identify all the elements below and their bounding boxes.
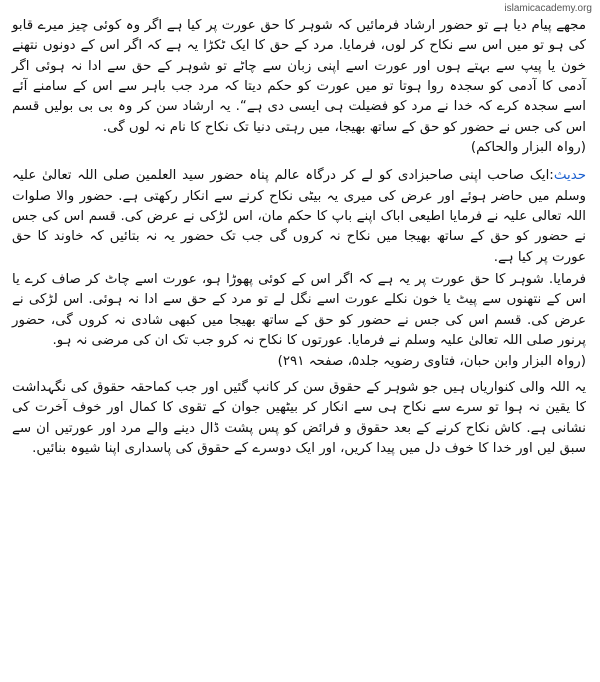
paragraph-1 (12, 16, 586, 158)
paragraph-4-text: یہ اللہ والی کنواریاں ہیں جو شوہر کے حقوق سن کر کانپ گئیں اور جب کماحقہ حقوق کی نگہداشت کا یقین نہ ہوا تو سرے سے نکاح ہی سے انکار کر بیٹھیں جوان کے تقوی کا کمال اور خوف آخرت کی نشانی ہے. کاش نکاح کرنے کے بعد حقوق و فرائض کو پس پشت ڈال دینے والے مرد اور عورتیں ان سے سبق لیں اور خدا کا خوف دل میں پیدا کریں، اور ایک دوسرے کے حقوق کی پاسداری اپنا شیوہ بنائیں. (12, 379, 586, 456)
citation-2: (رواہ البزار وابن حبان، فتاوی رضویہ جلد۵، صفحہ ۲۹۱) (277, 353, 586, 369)
paragraph-2-text: :ایک صاحب اپنی صاحبزادی کو لے کر درگاہ عالم پناہ حضور سید العلمین صلی اللہ تعالیٰ علیہ وسلم میں حاضر ہوئے اور عرض کی میری یہ بیٹی نکاح کرنے سے انکار رکھتی ہے. حضور والا صلوات اللہ تعالی علیہ نے فرمایا اطیعی اباک اپنے باپ کا حکم مان، اس لڑکی نے عرض کی. قسم اس کی جس نے حضور کو حق کے ساتھ بھیجا میں نکاح نہ کروں گی جب تک حضور یہ نہ بتائیں کہ خاوند کا حق عورت پر کیا ہے. (12, 168, 586, 265)
paragraph-3-text: فرمایا. شوہر کا حق عورت پر یہ ہے کہ اگر اس کے کوئی پھوڑا ہو، عورت اسے چاٹ کر صاف کرے یا اس کے نتھنوں سے پیٹ یا خون نکلے عورت اسے نگل لے تو مرد کے حق سے ادا نہ ہوئی. اس لڑکی نے عرض کی. قسم اس کی جس نے حضور کو حق کے ساتھ بھیجا میں کبھی شادی نہ کروں گی، حضور پرنور صلی اللہ تعالیٰ علیہ وسلم نے فرمایا. عورتوں کا نکاح نہ کرو جب تک ان کی مرضی نہ ہو. (12, 272, 586, 349)
paragraph-4 (12, 378, 586, 459)
article-body (12, 16, 586, 459)
paragraph-2 (12, 166, 586, 268)
paragraph-3 (12, 270, 586, 372)
paragraph-1-text: مجھے پیام دیا ہے تو حضور ارشاد فرمائیں کہ شوہر کا حق عورت پر کیا ہے اگر وہ کوئی چیز میرے قابو کی ہو تو میں اس سے نکاح کر لوں، فرمایا. مرد کے حق کا ایک ٹکڑا یہ ہے کہ اگر اس کے دونوں نتھنے خون یا پیپ سے بہتے ہوں اور عورت اسے اپنی زبان سے چاٹے تو شوہر کے حق سے ادا نہ ہوئی اگر آدمی کا آدمی کو سجدہ روا ہوتا تو میں عورت کو حکم دیتا کہ مرد جب باہر سے اس کے سامنے آئے اسے سجدہ کرے کہ خدا نے مرد کو فضیلت ہی ایسی دی ہے“. یہ ارشاد سن کر وہ بی بی بولیں قسم اس کی جس نے حضور کو حق کے ساتھ بھیجا، میں رہتی دنیا تک نکاح کا نام نہ لوں گی. (12, 18, 586, 135)
hadith-link[interactable]: حدیث (553, 168, 586, 184)
site-watermark: islamicacademy.org (504, 3, 592, 14)
citation-1: (رواہ البزار والحاکم) (470, 140, 586, 156)
